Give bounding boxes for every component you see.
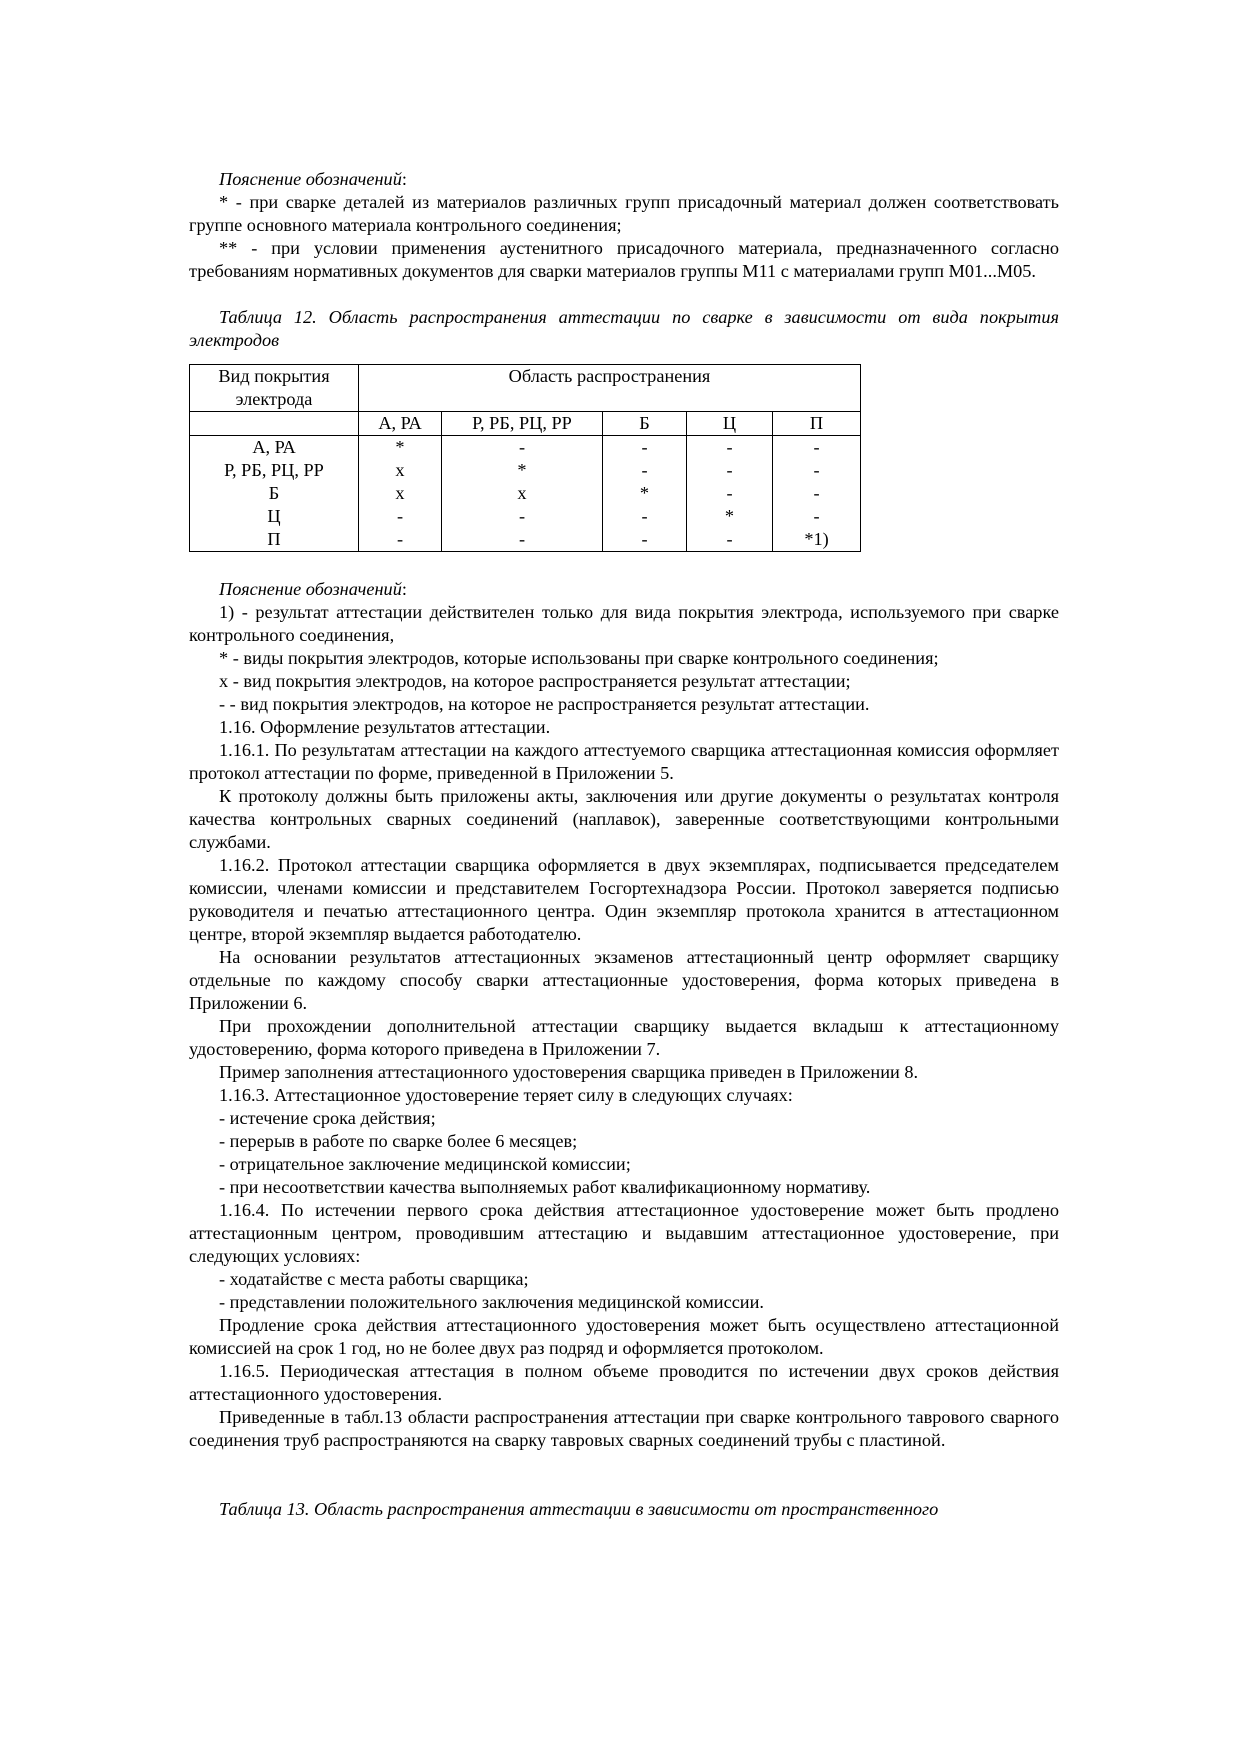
- note1-heading: Пояснение обозначений: [219, 169, 402, 189]
- table12-column-header: П: [773, 412, 861, 436]
- cell-value: -: [813, 483, 820, 503]
- cell-value: -: [813, 506, 820, 526]
- cell-value: -: [641, 529, 648, 549]
- table12-column-values: [359, 436, 442, 552]
- cell-value: -: [518, 437, 526, 457]
- paragraph: 1.16.2. Протокол аттестации сварщика оформляется в двух экземплярах, подписывается председателем комиссии, членами комиссии и представителем Госгортехнадзора России. Протокол заверяется подписью руководителя и печатью аттестационного центра. Один экземпляр протокола хранится в аттестационном центре, второй экземпляр выдается работодателю.: [189, 855, 1059, 944]
- row-label: Б: [268, 483, 280, 503]
- table12: [189, 364, 861, 552]
- table12-column-values: [773, 436, 861, 552]
- table12-column-row: [190, 412, 861, 436]
- paragraph: - - вид покрытия электродов, на которое не распространяется результат аттестации.: [219, 694, 870, 714]
- table12-caption: Таблица 12. Область распространения аттестации по сварке в зависимости от вида покрытия электродов: [189, 307, 1059, 350]
- table12-header-row: [190, 365, 861, 412]
- section-heading: 1.16. Оформление результатов аттестации.: [219, 717, 551, 737]
- cell-value: -: [641, 437, 648, 457]
- row-label: Р, РБ, РЦ, РР: [224, 460, 324, 480]
- cell-value: -: [726, 529, 733, 549]
- cell-value: -: [396, 529, 404, 549]
- paragraph: К протоколу должны быть приложены акты, заключения или другие документы о результатах контроля качества контрольных сварных соединений (наплавок), заверенные соответствующими контрольными службами.: [189, 786, 1059, 852]
- cell-value: -: [813, 437, 820, 457]
- paragraph: 1.16.1. По результатам аттестации на каждого аттестуемого сварщика аттестационная комиссия оформляет протокол аттестации по форме, приведенной в Приложении 5.: [189, 740, 1059, 783]
- paragraph: При прохождении дополнительной аттестации сварщику выдается вкладыш к аттестационному удостоверению, форма которого приведена в Приложении 7.: [189, 1016, 1059, 1059]
- table12-column-header: Б: [603, 412, 687, 436]
- note1-heading-line: Пояснение обозначений:: [219, 169, 407, 189]
- cell-value: х: [395, 460, 405, 480]
- list-item: - истечение срока действия;: [219, 1108, 436, 1128]
- paragraph: 1) - результат аттестации действителен только для вида покрытия электрода, используемого при сварке контрольного соединения,: [189, 602, 1059, 645]
- table12-column-values: [442, 436, 603, 552]
- table12-row-labels: [190, 436, 359, 552]
- document-page: [189, 168, 1059, 1521]
- table12-column-header: Ц: [687, 412, 773, 436]
- table12-column-header: Р, РБ, РЦ, РР: [442, 412, 603, 436]
- row-label: П: [267, 529, 281, 549]
- cell-value: -: [726, 437, 733, 457]
- table12-empty-cell: [190, 412, 359, 436]
- row-label: А, РА: [252, 437, 296, 457]
- note2-heading-line: Пояснение обозначений:: [219, 579, 407, 599]
- paragraph: На основании результатов аттестационных экзаменов аттестационный центр оформляет сварщику отдельные по каждому способу сварки аттестационные удостоверения, форма которых приведена в Приложении 6.: [189, 947, 1059, 1013]
- paragraph: х - вид покрытия электродов, на которое распространяется результат аттестации;: [219, 671, 851, 691]
- cell-value: х: [517, 483, 527, 503]
- cell-value: х: [395, 483, 405, 503]
- paragraph: * - виды покрытия электродов, которые использованы при сварке контрольного соединения;: [219, 648, 939, 668]
- cell-value: -: [726, 483, 733, 503]
- cell-value: -: [518, 529, 526, 549]
- list-item: - отрицательное заключение медицинской комиссии;: [219, 1154, 631, 1174]
- list-item: - представлении положительного заключения медицинской комиссии.: [219, 1292, 764, 1312]
- table12-header-span: Область распространения: [359, 365, 861, 412]
- paragraph: Приведенные в табл.13 области распространения аттестации при сварке контрольного таврового сварного соединения труб распространяются на сварку тавровых сварных соединений трубы с пластиной.: [189, 1407, 1059, 1450]
- paragraph: Продление срока действия аттестационного удостоверения может быть осуществлено аттестационной комиссией на срок 1 год, но не более двух раз подряд и оформляется протоколом.: [189, 1315, 1059, 1358]
- note1-item: ** - при условии применения аустенитного присадочного материала, предназначенного согласно требованиям нормативных документов для сварки материалов группы М11 с материалами групп М01...М05.: [189, 238, 1059, 281]
- paragraph: 1.16.5. Периодическая аттестация в полном объеме проводится по истечении двух сроков действия аттестационного удостоверения.: [189, 1361, 1059, 1404]
- paragraph: Пример заполнения аттестационного удостоверения сварщика приведен в Приложении 8.: [219, 1062, 919, 1082]
- table12-column-values: [687, 436, 773, 552]
- list-item: - ходатайстве с места работы сварщика;: [219, 1269, 529, 1289]
- cell-value: -: [396, 506, 404, 526]
- cell-value: -: [518, 506, 526, 526]
- paragraph: 1.16.3. Аттестационное удостоверение теряет силу в следующих случаях:: [219, 1085, 793, 1105]
- table12-data-row: [190, 436, 861, 552]
- cell-value: *: [724, 506, 735, 526]
- cell-value: *: [517, 460, 527, 480]
- table12-column-values: [603, 436, 687, 552]
- list-item: - перерыв в работе по сварке более 6 месяцев;: [219, 1131, 578, 1151]
- table12-column-header: А, РА: [359, 412, 442, 436]
- cell-value: -: [641, 506, 648, 526]
- note2-heading: Пояснение обозначений: [219, 579, 402, 599]
- note1-item: * - при сварке деталей из материалов различных групп присадочный материал должен соответствовать группе основного материала контрольного соединения;: [189, 192, 1059, 235]
- cell-value: -: [726, 460, 733, 480]
- cell-value: *: [639, 483, 650, 503]
- cell-value: -: [641, 460, 648, 480]
- cell-value: *1): [804, 529, 829, 549]
- row-label: Ц: [267, 506, 281, 526]
- table12-header-left: Вид покрытия электрода: [190, 365, 359, 412]
- table13-caption: Таблица 13. Область распространения аттестации в зависимости от пространственного: [219, 1499, 939, 1519]
- paragraph: 1.16.4. По истечении первого срока действия аттестационное удостоверение может быть продлено аттестационным центром, проводившим аттестацию и выдавшим аттестационное удостоверение, при следующих условиях:: [189, 1200, 1059, 1266]
- cell-value: *: [395, 437, 405, 457]
- list-item: - при несоответствии качества выполняемых работ квалификационному нормативу.: [219, 1177, 871, 1197]
- cell-value: -: [813, 460, 820, 480]
